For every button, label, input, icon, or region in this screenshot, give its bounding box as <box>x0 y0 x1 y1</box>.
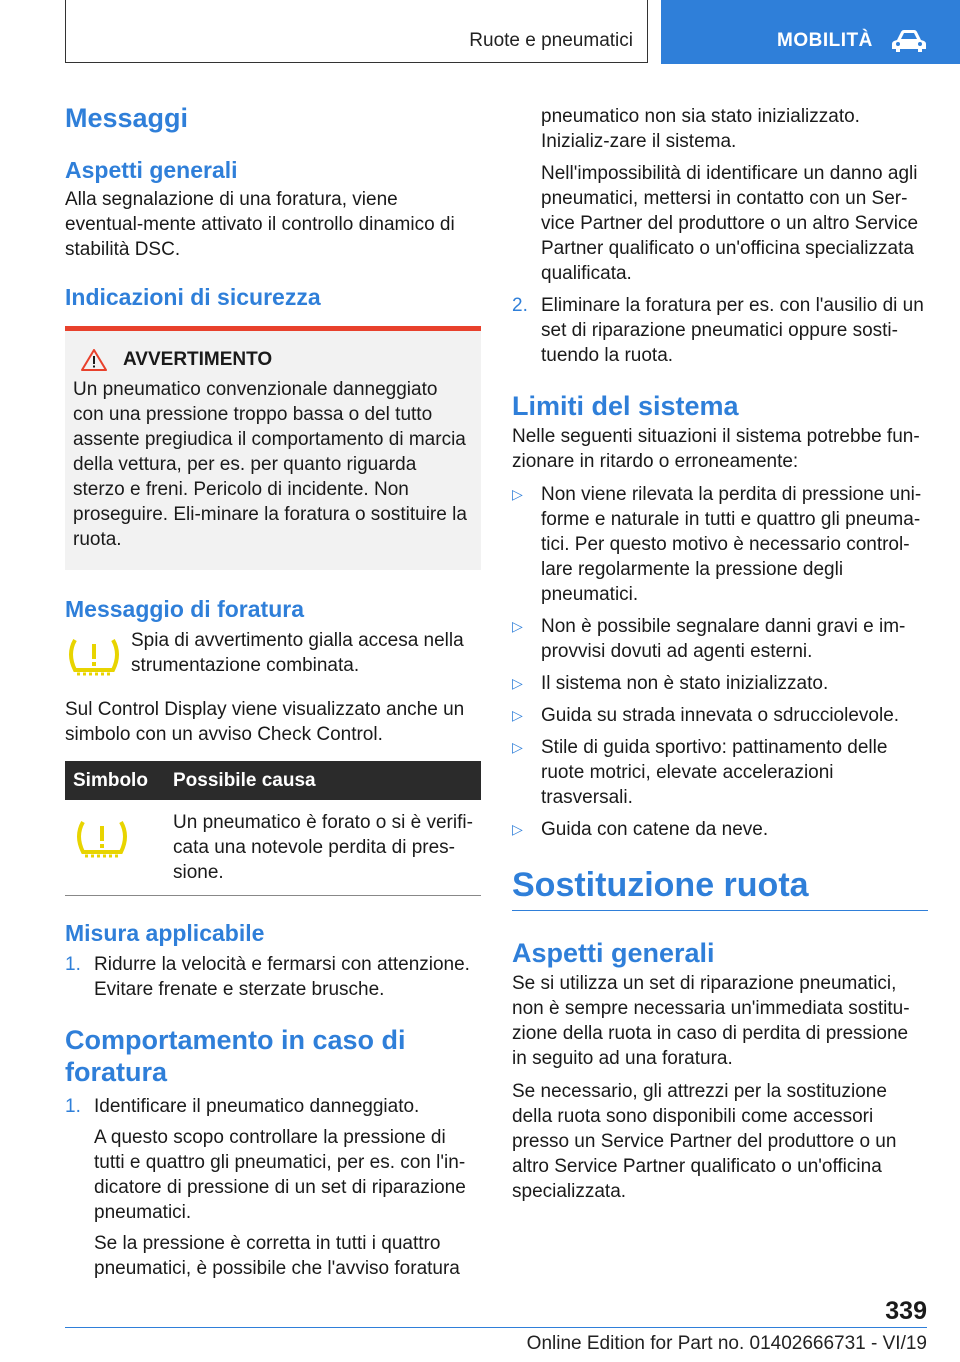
table-header-row <box>65 761 481 800</box>
heading-limiti: Limiti del sistema <box>512 391 739 421</box>
tire-pressure-warning-icon <box>73 818 131 862</box>
continued-paragraph-2: Nell'impossibilità di identificare un danno agli pneumatici, mettersi in contatto con un Ser-vice Partner del produttore o un altro Service Partner qualificato o un'officina specializzata qualificata. <box>541 163 919 284</box>
header-section-title: Ruote e pneumatici <box>469 30 633 51</box>
paragraph-control-display: Sul Control Display viene visualizzato anche un simbolo con un avviso Check Control. <box>65 699 465 745</box>
warning-lamp-row <box>65 628 481 685</box>
table-cell-cause: Un pneumatico è forato o si è verifi-cata una notevole perdita di pres-sione. <box>165 800 481 896</box>
header-section-box <box>65 0 648 63</box>
warning-title-text: AVVERTIMENTO <box>123 349 273 370</box>
header-chapter-label: MOBILITÀ <box>777 30 873 51</box>
heading-sicurezza: Indicazioni di sicurezza <box>65 284 321 310</box>
section-divider <box>512 910 928 911</box>
footer-edition: Online Edition for Part no. 01402666731 - VI/19 <box>526 1333 927 1354</box>
limiti-list <box>512 482 928 842</box>
comportamento-steps <box>65 1094 481 1119</box>
triangle-bullet-icon: ▷ <box>512 675 523 691</box>
step-number: 2. <box>512 295 528 316</box>
bullet-text: Non è possibile segnalare danni gravi e im-provvisi dovuti ad agenti esterni. <box>541 616 906 662</box>
step-text: Identificare il pneumatico danneggiato. <box>94 1096 420 1117</box>
paragraph-aspetti: Alla segnalazione di una foratura, viene eventual-mente attivato il controllo dinamico di stabilità DSC. <box>65 189 455 260</box>
step-text: Ridurre la velocità e fermarsi con attenzione. Evitare frenate e sterzate brusche. <box>94 954 470 1000</box>
comportamento-steps-cont <box>512 293 928 368</box>
triangle-bullet-icon: ▷ <box>512 821 523 837</box>
bullet-text: Il sistema non è stato inizializzato. <box>541 673 829 694</box>
bullet-text: Guida su strada innevata o sdrucciolevole. <box>541 705 900 726</box>
car-icon <box>891 28 927 54</box>
list-item <box>512 735 928 810</box>
tire-pressure-lamp-container <box>65 628 131 685</box>
triangle-bullet-icon: ▷ <box>512 618 523 634</box>
heading-sostituzione: Sostituzione ruota <box>512 866 809 904</box>
bullet-text: Non viene rilevata la perdita di pressione uni-forme e naturale in tutti e quattro gli pneuma-tici. Per questo motivo è necessario control-lare regolarmente la pressione degli pneumatici. <box>541 484 922 605</box>
list-item <box>65 952 481 1002</box>
table-header-causa: Possibile causa <box>165 761 481 800</box>
heading-comportamento: Comportamento in caso di foratura <box>65 1025 406 1087</box>
heading-messaggi: Messaggi <box>65 103 189 133</box>
heading-aspetti-generali: Aspetti generali <box>65 157 238 183</box>
list-item <box>512 614 928 664</box>
list-item <box>512 293 928 368</box>
list-item <box>512 482 928 607</box>
warning-text: Un pneumatico convenzionale danneggiato con una pressione troppo bassa o del tutto assente pregiudica il comportamento di marcia della vettura, per es. per quanto riguarda sterzo e freni. Pericolo di incidente. Non proseguire. Eli-minare la foratura o sostituire la ruota. <box>73 379 467 550</box>
header-chapter-tab <box>661 0 960 64</box>
heading-messaggio-foratura: Messaggio di foratura <box>65 596 304 622</box>
paragraph-limiti: Nelle seguenti situazioni il sistema potrebbe fun-zionare in ritardo o erroneamente: <box>512 426 920 472</box>
left-column <box>65 100 481 1281</box>
continued-paragraph-1: pneumatico non sia stato inizializzato. Inizializ-zare il sistema. <box>541 106 860 152</box>
page-number: 339 <box>885 1297 927 1325</box>
bullet-text: Stile di guida sportivo: pattinamento delle ruote motrici, elevate accelerazioni trasversali. <box>541 737 888 808</box>
list-item <box>512 703 928 728</box>
table-cell-symbol <box>65 800 165 896</box>
table-header-simbolo: Simbolo <box>65 761 165 800</box>
paragraph-sostituzione-1: Se si utilizza un set di riparazione pneumatici, non è sempre necessaria un'immediata sostitu-zione della ruota in caso di perdita di pressione in seguito ad una foratura. <box>512 973 910 1069</box>
heading-aspetti-generali-2: Aspetti generali <box>512 938 715 968</box>
paragraph-sostituzione-2: Se necessario, gli attrezzi per la sostituzione della ruota sono disponibili come accessori presso un Service Partner del produttore o un altro Service Partner qualificato o un'officina specializzata. <box>512 1081 897 1202</box>
triangle-bullet-icon: ▷ <box>512 486 523 502</box>
bullet-text: Guida con catene da neve. <box>541 819 769 840</box>
heading-misura: Misura applicabile <box>65 920 265 946</box>
list-item <box>512 671 928 696</box>
step-number: 1. <box>65 954 81 975</box>
list-item <box>65 1094 481 1119</box>
tire-pressure-warning-icon <box>65 636 123 680</box>
triangle-bullet-icon: ▷ <box>512 707 523 723</box>
symbol-table <box>65 761 481 896</box>
misura-steps <box>65 952 481 1002</box>
triangle-bullet-icon: ▷ <box>512 739 523 755</box>
step1-paragraph-2: Se la pressione è corretta in tutti i quattro pneumatici, è possibile che l'avviso foratura <box>94 1233 460 1279</box>
list-item <box>512 817 928 842</box>
right-column <box>512 104 928 1204</box>
warning-title <box>73 349 473 371</box>
table-row <box>65 800 481 896</box>
step1-paragraph-1: A questo scopo controllare la pressione di tutti e quattro gli pneumatici, per es. con l'in-dicatore di pressione di un set di riparazione pneumatici. <box>94 1127 466 1223</box>
step-number: 1. <box>65 1096 81 1117</box>
footer-divider <box>65 1327 927 1328</box>
lamp-description: Spia di avvertimento gialla accesa nella strumentazione combinata. <box>131 630 464 676</box>
warning-triangle-icon <box>81 349 107 371</box>
step-text: Eliminare la foratura per es. con l'ausilio di un set di riparazione pneumatici oppure sosti-tuendo la ruota. <box>541 295 924 366</box>
warning-box <box>65 326 481 570</box>
